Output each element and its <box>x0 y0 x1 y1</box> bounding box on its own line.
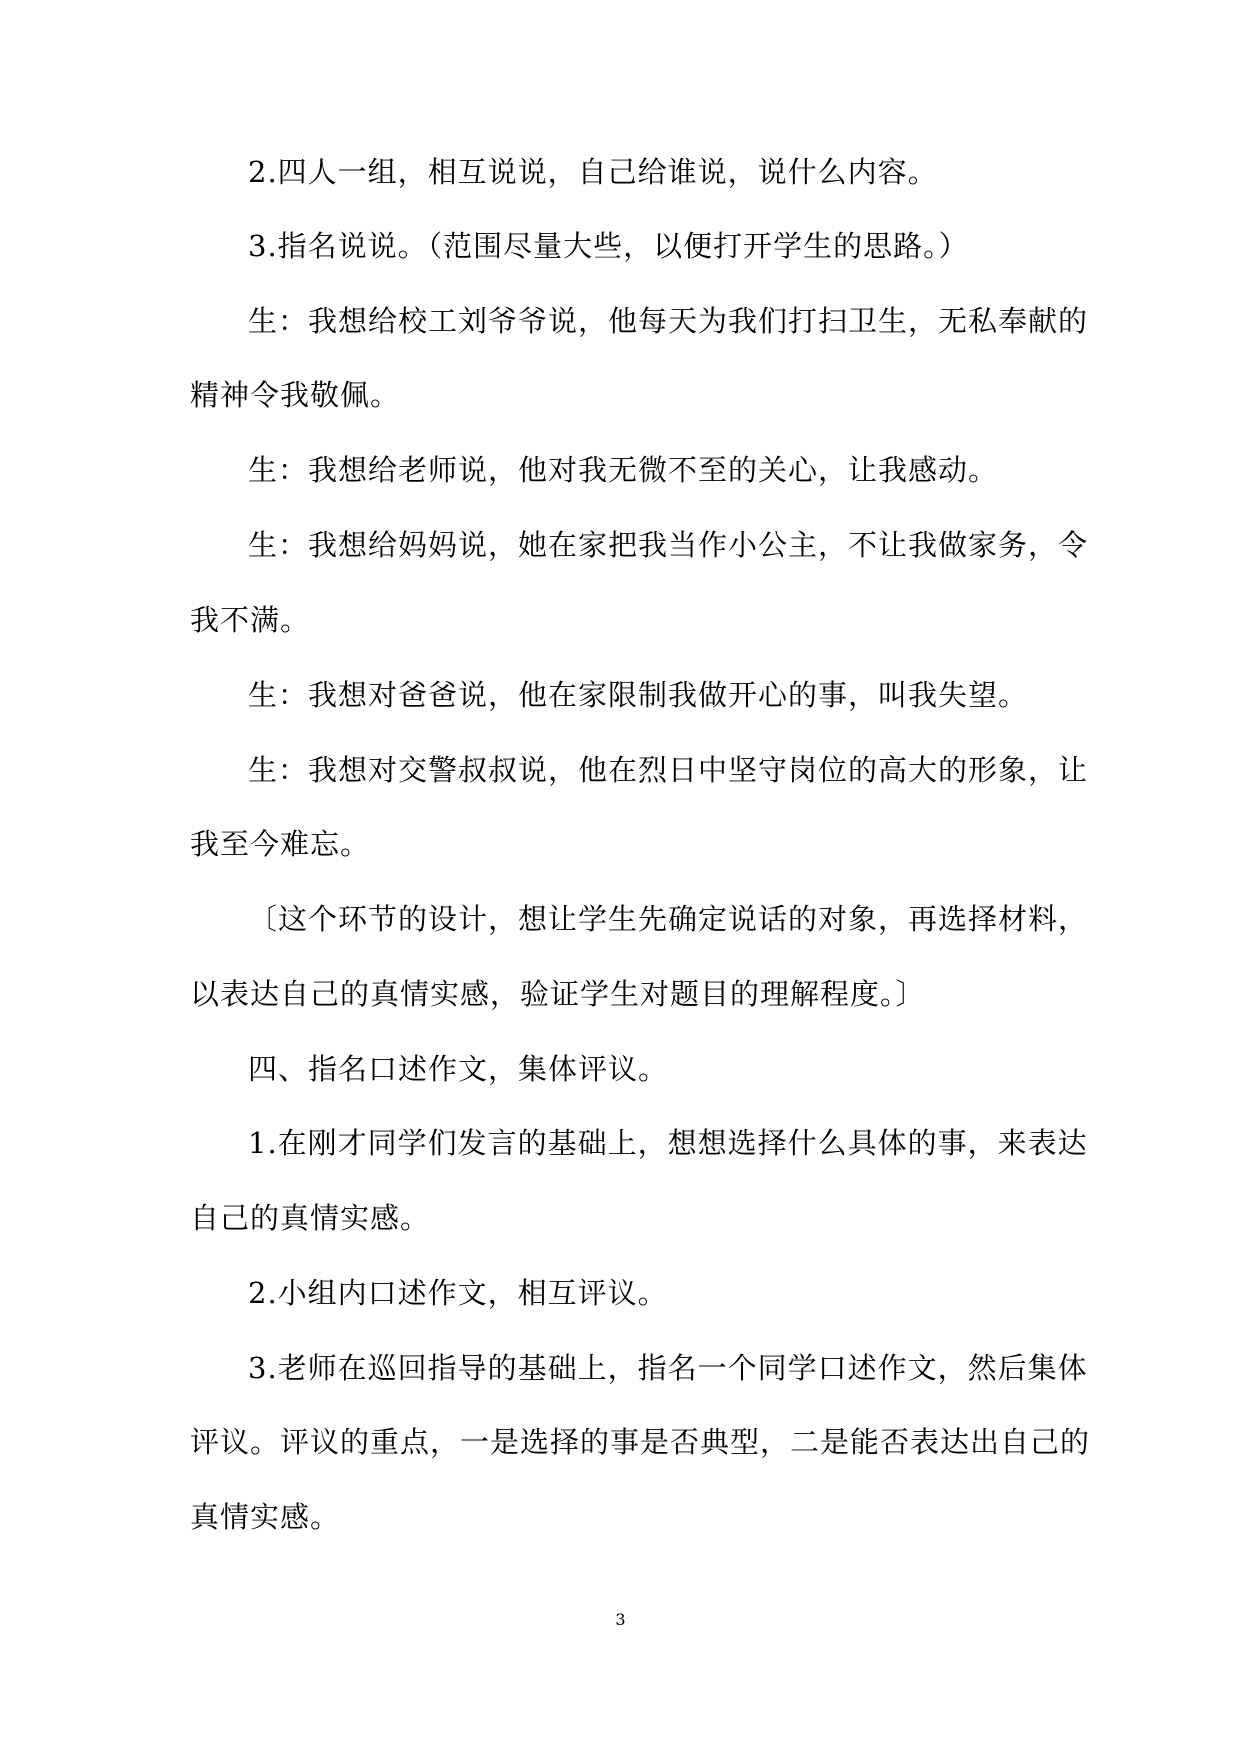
section-heading: 四、指名口述作文，集体评议。 <box>248 1052 669 1086</box>
text-line: 〔这个环节的设计，想让学生先确定说话的对象，再选择材料， <box>248 902 1089 936</box>
text-line: 2.小组内口述作文，相互评议。 <box>248 1276 668 1310</box>
text-line: 1.在刚才同学们发言的基础上，想想选择什么具体的事，来表达 <box>248 1126 1088 1160</box>
text-line: 生：我想对交警叔叔说，他在烈日中坚守岗位的高大的形象，让 <box>248 753 1089 787</box>
text-line: 3.指名说说。（范围尽量大些，以便打开学生的思路。） <box>248 229 969 263</box>
text-line: 自己的真情实感。 <box>190 1201 431 1235</box>
text-line: 生：我想对爸爸说，他在家限制我做开心的事，叫我失望。 <box>248 678 1029 712</box>
text-line: 真情实感。 <box>190 1500 341 1534</box>
text-line: 3.老师在巡回指导的基础上，指名一个同学口述作文，然后集体 <box>248 1351 1088 1385</box>
text-line: 生：我想给老师说，他对我无微不至的关心，让我感动。 <box>248 453 999 487</box>
text-line: 2.四人一组，相互说说，自己给谁说，说什么内容。 <box>248 155 938 189</box>
text-line: 精神令我敬佩。 <box>190 378 401 412</box>
text-line: 生：我想给妈妈说，她在家把我当作小公主，不让我做家务，令 <box>248 528 1089 562</box>
text-line: 生：我想给校工刘爷爷说，他每天为我们打扫卫生，无私奉献的 <box>248 304 1089 338</box>
text-line: 我不满。 <box>190 603 311 637</box>
text-line: 评议。评议的重点，一是选择的事是否典型，二是能否表达出自己的 <box>190 1425 1091 1459</box>
text-line: 我至今难忘。 <box>190 827 371 861</box>
text-line: 以表达自己的真情实感，验证学生对题目的理解程度。〕 <box>190 977 926 1011</box>
page-number: 3 <box>615 1610 626 1629</box>
